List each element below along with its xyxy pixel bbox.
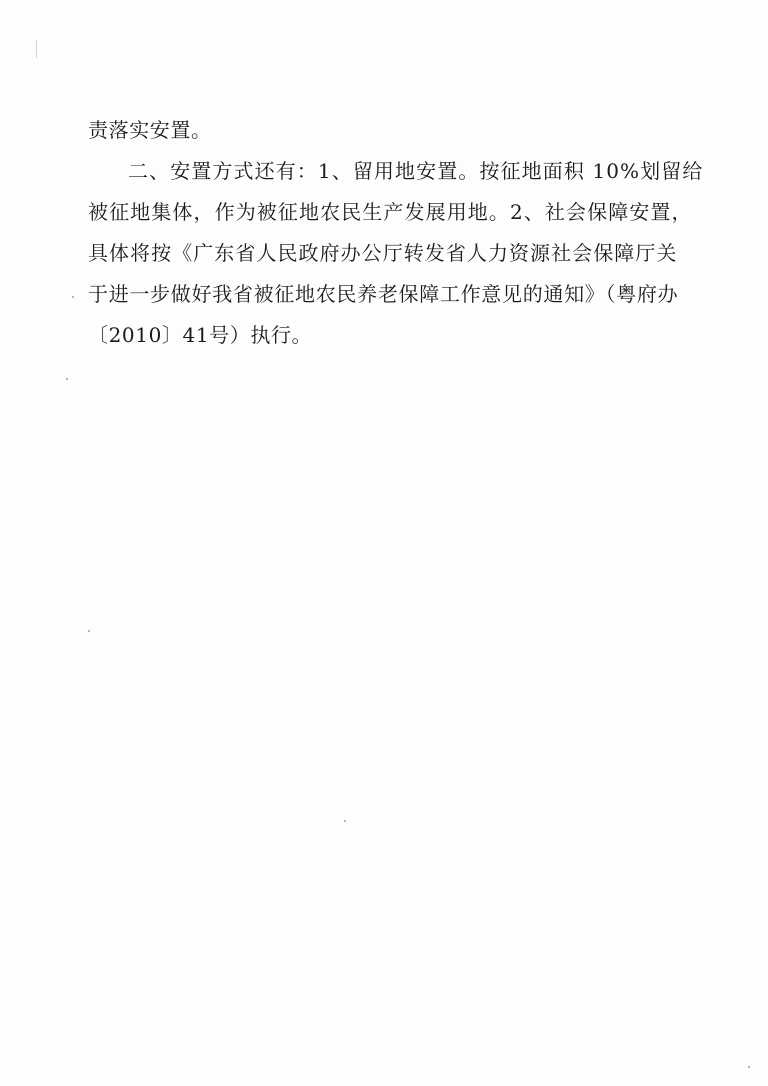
scan-speck xyxy=(72,296,74,298)
scan-speck xyxy=(66,378,68,380)
paragraph-1-line-1: 责落实安置。 xyxy=(88,118,212,142)
paragraph-2-line-4: 于进一步做好我省被征地农民养老保障工作意见的通知》（粤府办 xyxy=(88,282,679,306)
scan-speck xyxy=(748,1066,750,1068)
paragraph-2-line-3: 具体将按《广东省人民政府办公厅转发省人力资源社会保障厅关 xyxy=(88,241,678,265)
scan-edge-mark xyxy=(36,40,37,58)
paragraph-2-line-1: 二、安置方式还有：1、留用地安置。按征地面积 10%划留给 xyxy=(128,159,704,183)
paragraph-2-line-2: 被征地集体，作为被征地农民生产发展用地。2、社会保障安置， xyxy=(88,200,693,224)
paragraph-2-line-5: 〔2010〕41号）执行。 xyxy=(88,323,313,347)
scan-speck xyxy=(344,820,346,822)
scan-speck xyxy=(88,630,90,632)
